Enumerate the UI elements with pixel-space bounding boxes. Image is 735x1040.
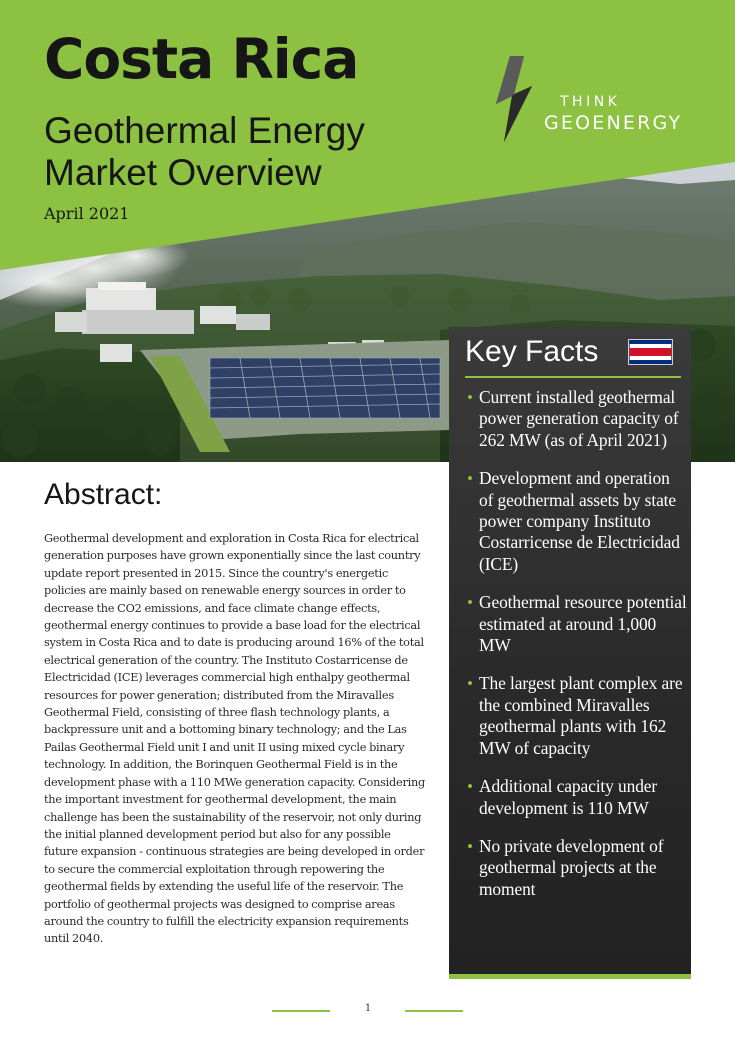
abstract-text: Geothermal development and exploration in Costa Rica for electrical generation purposes have grown exponentially since the last country update report presented in 2015. Since the country's energetic policies are mainly based on renewable energy sources in order to decrease the CO2 emissions, and face climate change effects, geothermal energy continues to provide a base load for the electrical system in Costa Rica and to date is producing around 16% of the total electrical generation of the country. The Instituto Costarricense de Electricidad (ICE) leverages commercial high enthalpy geothermal resources for power generation; distributed from the Miravalles Geothermal Field, consisting of three flash technology plants, a backpressure unit and a bottoming binary technology; and the Las Pailas Geothermal Field unit I and unit II using mixed cycle binary technology. In addition, the Borinquen Geothermal Field is in the development phase with a 110 MWe generation capacity. Considering the important investment for geothermal development, the main challenge has been the sustainability of the reservoir, not only during the initial planned development period but also for any possible future expansion - continuous strategies are being developed in order to secure the commercial exploitation through repowering the geothermal fields by extending the useful life of the reservoir. The portfolio of geothermal projects was designed to comprise areas around the country to fulfill the electricity expansion requirements until 2040. [44,532,425,946]
logo-text-think: THINK [560,94,621,110]
key-fact-item: • No private development of geothermal projects at the moment [467,835,664,899]
key-facts-divider [465,376,681,378]
bullet-icon: • [467,388,473,407]
bullet-icon: • [467,593,473,613]
bullet-icon: • [467,777,473,797]
bullet-icon: • [467,469,473,489]
page-number: 1 [364,1003,372,1014]
costa-rica-flag-icon [628,339,673,365]
key-facts-heading: Key Facts [465,335,599,368]
bullet-icon: • [467,674,473,694]
page-title: Costa Rica [44,27,359,91]
key-facts-panel [449,327,691,979]
page-subtitle: Geothermal Energy Market Overview [44,110,365,193]
geoenergy-bolt-icon [484,56,544,142]
key-fact-item: • Additional capacity under development is 110 MW [467,776,658,818]
key-fact-item: • Current installed geothermal power generation capacity of 262 MW (as of April 2021) [467,387,679,450]
footer-rule-left [272,1010,330,1012]
think-geoenergy-logo [484,56,704,142]
key-fact-item: • Development and operation of geothermal assets by state power company Instituto Costarricense de Electricidad (ICE) [467,468,680,574]
abstract-heading: Abstract: [44,478,163,511]
bullet-icon: • [467,836,473,856]
publication-date: April 2021 [44,204,130,223]
key-fact-item: • The largest plant complex are the combined Miravalles geothermal plants with 162 MW of capacity [467,673,683,758]
logo-text-geoenergy: GEOENERGY [544,112,683,134]
key-facts-list [465,387,687,917]
key-fact-item: • Geothermal resource potential estimated at around 1,000 MW [467,592,687,656]
footer-rule-right [405,1010,463,1012]
